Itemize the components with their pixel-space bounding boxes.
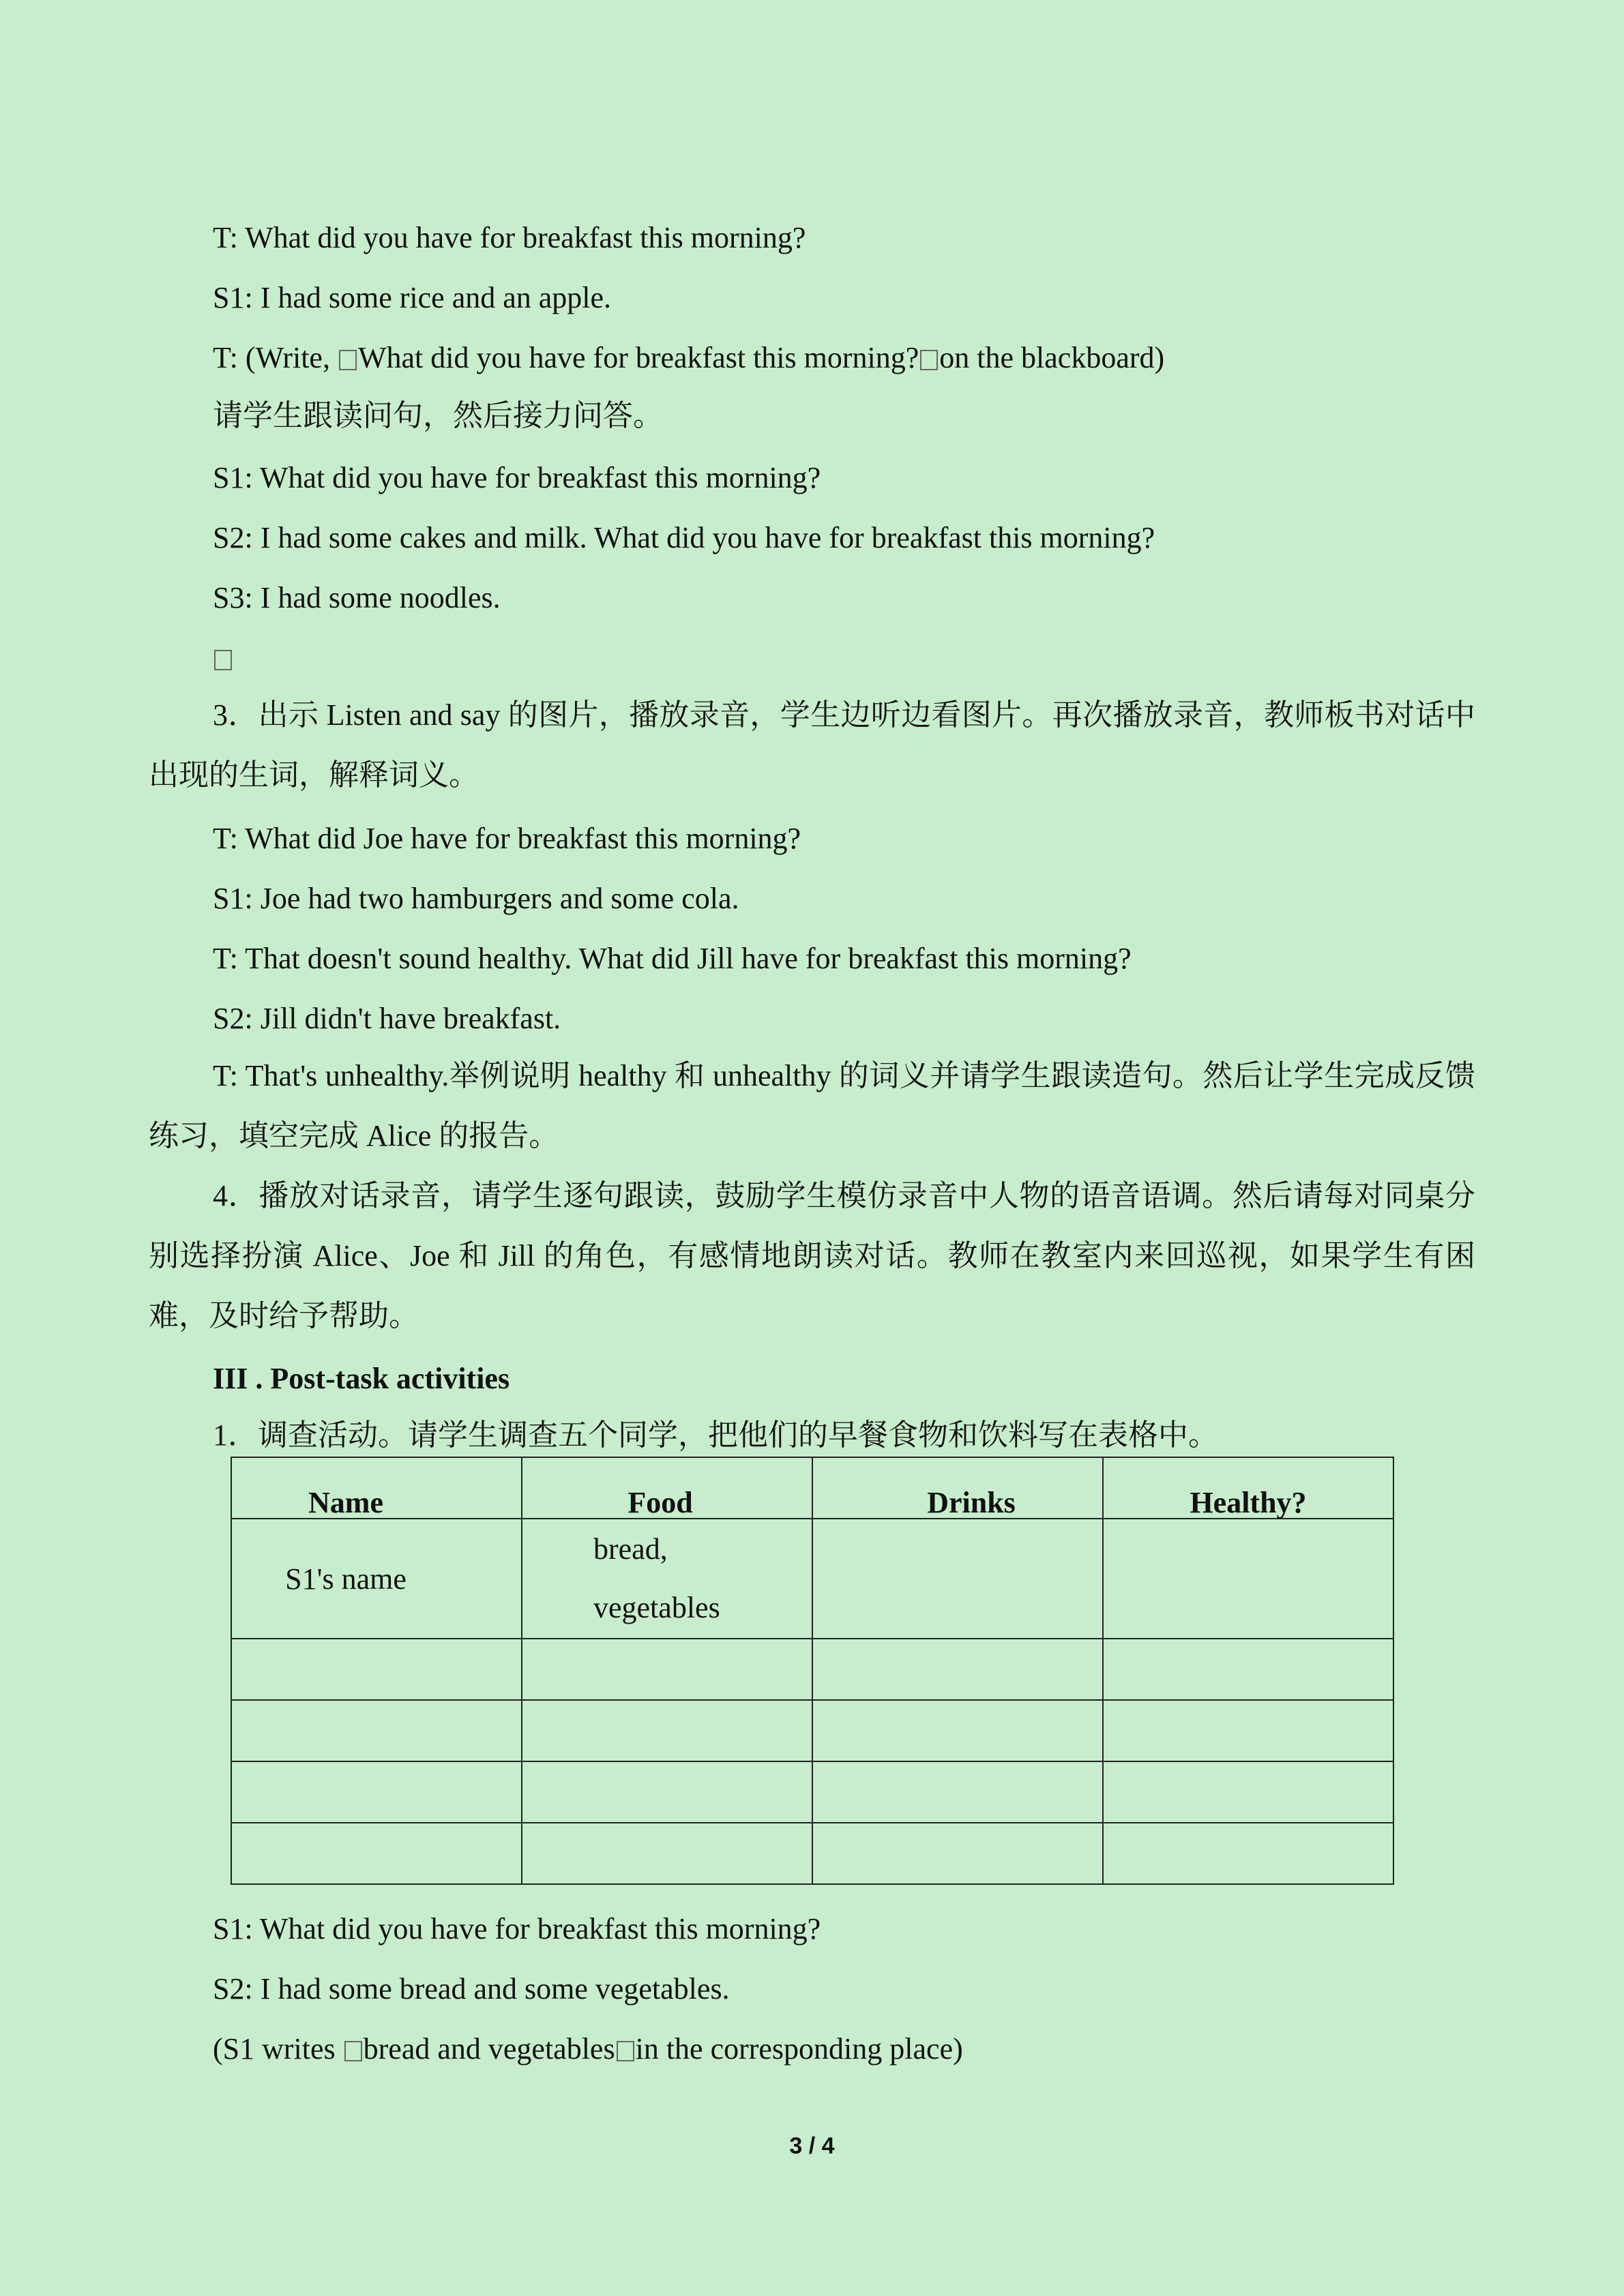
table-cell: [812, 1700, 1103, 1761]
table-cell: [1103, 1761, 1393, 1823]
page-number: 3 / 4: [789, 2133, 835, 2159]
text-segment: in the corresponding place): [635, 2032, 963, 2066]
dialogue-line: S3: I had some noodles.: [213, 581, 501, 614]
table-cell-food: [522, 1519, 812, 1639]
table-cell: [812, 1639, 1103, 1700]
column-header: Food: [522, 1457, 812, 1519]
missing-glyph-box: [617, 2041, 634, 2061]
table-cell: [1103, 1823, 1393, 1884]
food-line: vegetables: [593, 1591, 720, 1624]
table-row: [231, 1519, 1393, 1639]
table-cell: [812, 1761, 1103, 1823]
text-segment: (S1 writes: [213, 2032, 343, 2066]
dialogue-line: S1: What did you have for breakfast this morning?: [213, 1912, 821, 1945]
paragraph-step-3: 3．出示 Listen and say 的图片，播放录音，学生边听边看图片。再次播放录音，教师板书对话中出现的生词，解释词义。: [149, 698, 1475, 792]
dialogue-line: S1: Joe had two hamburgers and some cola.: [213, 882, 739, 915]
dialogue-line: S1: I had some rice and an apple.: [213, 281, 612, 314]
section-heading: III . Post-task activities: [213, 1362, 510, 1395]
table-cell: [522, 1639, 812, 1700]
text-segment: on the blackboard): [939, 341, 1165, 374]
dialogue-line: S2: I had some cakes and milk. What did you have for breakfast this morning?: [213, 521, 1155, 554]
paragraph-step-4: 4．播放对话录音，请学生逐句跟读，鼓励学生模仿录音中人物的语音语调。然后请每对同桌分别选择扮演 Alice、Joe 和 Jill 的角色，有感情地朗读对话。教师在教室内来回巡视，如果学生有困难，及时给予帮助。: [149, 1179, 1475, 1332]
dialogue-line: T: What did you have for breakfast this morning?: [213, 221, 806, 254]
dialogue-line: S2: I had some bread and some vegetables.: [213, 1972, 730, 2006]
table-row: [231, 1823, 1393, 1884]
survey-table: [231, 1457, 1394, 1885]
table-cell-name: S1's name: [231, 1519, 522, 1639]
table-cell-healthy: [1103, 1519, 1393, 1639]
table-row: [231, 1700, 1393, 1761]
instruction-line: 请学生跟读问句，然后接力问答。: [213, 399, 663, 432]
text-segment: What did you have for breakfast this morning?: [357, 341, 919, 374]
missing-glyph-line: [213, 639, 233, 677]
table-cell: [522, 1761, 812, 1823]
missing-glyph-box: [339, 350, 357, 370]
table-cell-drinks: [812, 1519, 1103, 1639]
dialogue-line: S2: Jill didn't have breakfast.: [213, 1002, 561, 1035]
missing-glyph-box: [344, 2041, 362, 2061]
table-cell: [231, 1761, 522, 1823]
table-cell: [812, 1823, 1103, 1884]
table-cell: [231, 1639, 522, 1700]
dialogue-line: T: What did Joe have for breakfast this morning?: [213, 822, 801, 855]
table-cell: [1103, 1700, 1393, 1761]
table-cell: [1103, 1639, 1393, 1700]
dialogue-line: [213, 339, 1164, 377]
column-header: Drinks: [812, 1457, 1103, 1519]
table-row: [231, 1639, 1393, 1700]
table-cell: [522, 1823, 812, 1884]
dialogue-line: S1: What did you have for breakfast this morning?: [213, 461, 821, 494]
table-cell: [231, 1700, 522, 1761]
dialogue-line: [213, 2030, 963, 2068]
task-instruction: 1．调查活动。请学生调查五个同学，把他们的早餐食物和饮料写在表格中。: [213, 1418, 1218, 1452]
dialogue-line: T: That doesn't sound healthy. What did Jill have for breakfast this morning?: [213, 942, 1132, 975]
text-segment: T: (Write,: [213, 341, 338, 374]
missing-glyph-box: [214, 650, 232, 670]
text-segment: bread and vegetables: [363, 2032, 615, 2066]
table-cell: [231, 1823, 522, 1884]
column-header: Name: [231, 1457, 522, 1519]
food-line: bread,: [593, 1532, 668, 1566]
table-row: [231, 1761, 1393, 1823]
table-header-row: [231, 1457, 1393, 1519]
paragraph-healthy: T: That's unhealthy.举例说明 healthy 和 unhealthy 的词义并请学生跟读造句。然后让学生完成反馈练习，填空完成 Alice 的报告。: [149, 1059, 1475, 1152]
table-cell: [522, 1700, 812, 1761]
column-header: Healthy?: [1103, 1457, 1393, 1519]
missing-glyph-box: [920, 350, 938, 370]
